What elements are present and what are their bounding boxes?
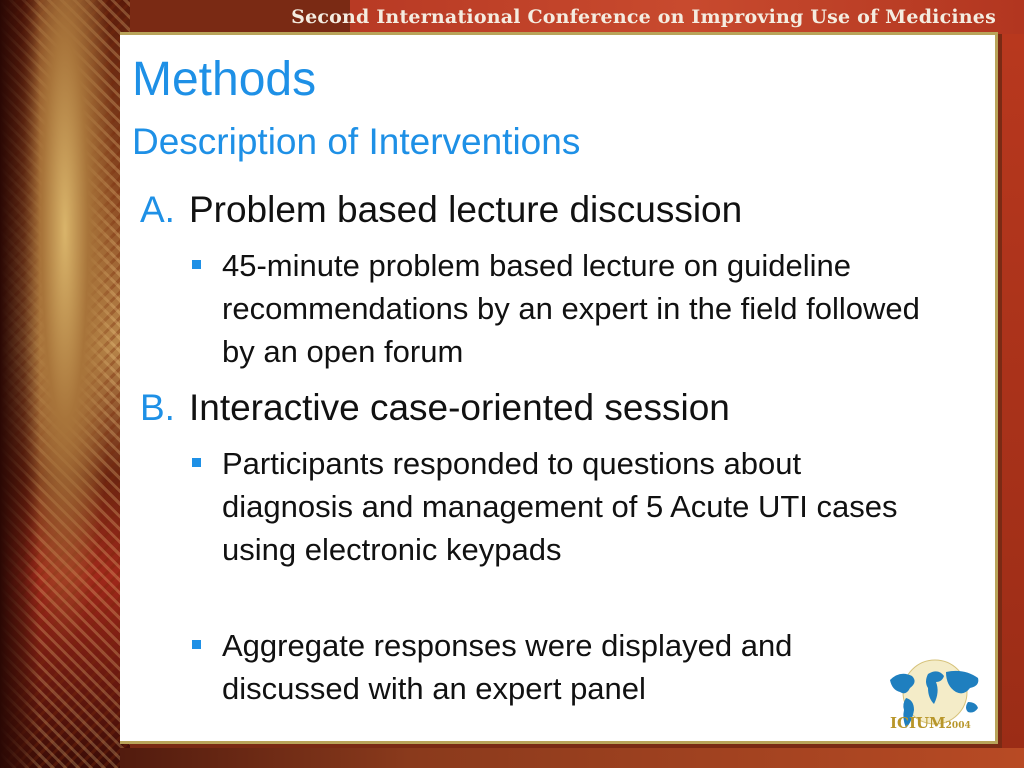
- logo-name: ICIUM: [890, 714, 946, 732]
- bullet-b-2-text: Aggregate responses were displayed and discussed with an expert panel: [222, 628, 793, 706]
- section-a-letter: A.: [140, 189, 175, 230]
- conference-title: Second International Conference on Improving Use of Medicines: [291, 6, 996, 28]
- section-a-label: Problem based lecture discussion: [188, 189, 743, 230]
- bullet-b-1: [192, 442, 912, 571]
- icium-logo-text: [890, 714, 971, 732]
- section-b: [140, 386, 730, 430]
- section-a: [140, 188, 742, 232]
- bottom-border-strip: [0, 748, 1024, 768]
- bullet-square-icon: [192, 458, 201, 467]
- bullet-b-1-text: Participants responded to questions about diagnosis and management of 5 Acute UTI cases using electronic keypads: [222, 446, 898, 567]
- bullet-a-1-text: 45-minute problem based lecture on guideline recommendations by an expert in the field followed by an open forum: [222, 248, 920, 369]
- section-b-letter: B.: [140, 387, 175, 428]
- right-border-strip: [1002, 34, 1024, 768]
- bullet-a-1: [192, 244, 952, 373]
- slide-subtitle: Description of Interventions: [132, 121, 581, 162]
- bullet-square-icon: [192, 260, 201, 269]
- slide-title: Methods: [132, 53, 317, 106]
- conference-banner: [291, 0, 1024, 34]
- bullet-b-2: [192, 624, 892, 710]
- temple-overlay: [0, 0, 120, 768]
- temple-overlay-image: [0, 0, 120, 768]
- bullet-square-icon: [192, 640, 201, 649]
- section-b-label: Interactive case-oriented session: [188, 387, 730, 428]
- logo-year: 2004: [945, 721, 971, 731]
